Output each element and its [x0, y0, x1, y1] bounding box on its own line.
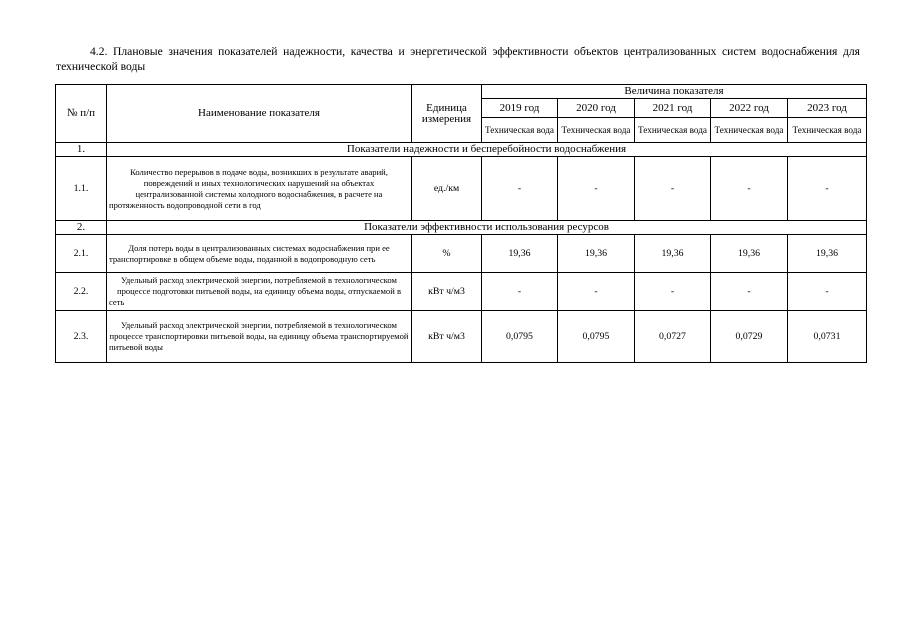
table-row [56, 157, 867, 221]
header-water-type: Техническая вода [788, 118, 867, 143]
row-value: - [788, 273, 867, 311]
table-row [56, 311, 867, 363]
row-num: 2.2. [56, 273, 107, 311]
header-water-type: Техническая вода [482, 118, 558, 143]
header-num: № п/п [56, 85, 107, 143]
section-num: 2. [56, 221, 107, 235]
row-value: 19,36 [635, 235, 711, 273]
header-year: 2021 год [635, 99, 711, 118]
row-num: 1.1. [56, 157, 107, 221]
header-year: 2022 год [711, 99, 788, 118]
row-name: Количество перерывов в подаче воды, возникших в результате аварий, повреждений и иных технологических нарушений на объектах централизованной системы холодного водоснабжения, в расчете на протяженность водопроводной сети в год [107, 157, 412, 221]
row-value: - [482, 273, 558, 311]
row-num: 2.1. [56, 235, 107, 273]
header-year: 2019 год [482, 99, 558, 118]
row-unit: кВт ч/м3 [412, 273, 482, 311]
row-value: - [558, 273, 635, 311]
heading-text: Плановые значения показателей надежности, качества и энергетической эффективности объектов централизованных систем водоснабжения для технической воды [56, 45, 861, 73]
header-unit: Единица измерения [412, 85, 482, 143]
row-value: 19,36 [482, 235, 558, 273]
row-unit: % [412, 235, 482, 273]
row-value: 19,36 [711, 235, 788, 273]
row-value: 0,0795 [558, 311, 635, 363]
row-value: 19,36 [788, 235, 867, 273]
row-value: 0,0795 [482, 311, 558, 363]
section-row [56, 221, 867, 235]
header-value-group: Величина показателя [482, 85, 867, 99]
header-water-type: Техническая вода [711, 118, 788, 143]
section-title: Показатели надежности и бесперебойности водоснабжения [107, 143, 867, 157]
row-value: - [635, 273, 711, 311]
header-name: Наименование показателя [107, 85, 412, 143]
row-value: - [482, 157, 558, 221]
row-unit: ед./км [412, 157, 482, 221]
header-water-type: Техническая вода [558, 118, 635, 143]
row-name: Удельный расход электрической энергии, потребляемой в технологическом процессе транспортировки питьевой воды, на единицу объема транспортируемой питьевой воды [107, 311, 412, 363]
row-value: - [788, 157, 867, 221]
row-name: Доля потерь воды в централизованных системах водоснабжения при ее транспортировке в общем объеме воды, поданной в водопроводную сеть [107, 235, 412, 273]
row-value: 19,36 [558, 235, 635, 273]
row-value: - [711, 273, 788, 311]
row-value: 0,0727 [635, 311, 711, 363]
section-heading [56, 44, 860, 74]
row-name: Удельный расход электрической энергии, потребляемой в технологическом процессе подготовки питьевой воды, на единицу объема воды, отпускаемой в сеть [107, 273, 412, 311]
row-value: - [711, 157, 788, 221]
table-row [56, 273, 867, 311]
section-row [56, 143, 867, 157]
row-num: 2.3. [56, 311, 107, 363]
section-num: 1. [56, 143, 107, 157]
heading-number: 4.2. [90, 45, 108, 58]
header-water-type: Техническая вода [635, 118, 711, 143]
row-unit: кВт ч/м3 [412, 311, 482, 363]
row-value: 0,0731 [788, 311, 867, 363]
row-value: - [558, 157, 635, 221]
indicators-table [55, 84, 867, 363]
row-value: 0,0729 [711, 311, 788, 363]
table-row [56, 235, 867, 273]
header-year: 2023 год [788, 99, 867, 118]
section-title: Показатели эффективности использования ресурсов [107, 221, 867, 235]
row-value: - [635, 157, 711, 221]
header-year: 2020 год [558, 99, 635, 118]
